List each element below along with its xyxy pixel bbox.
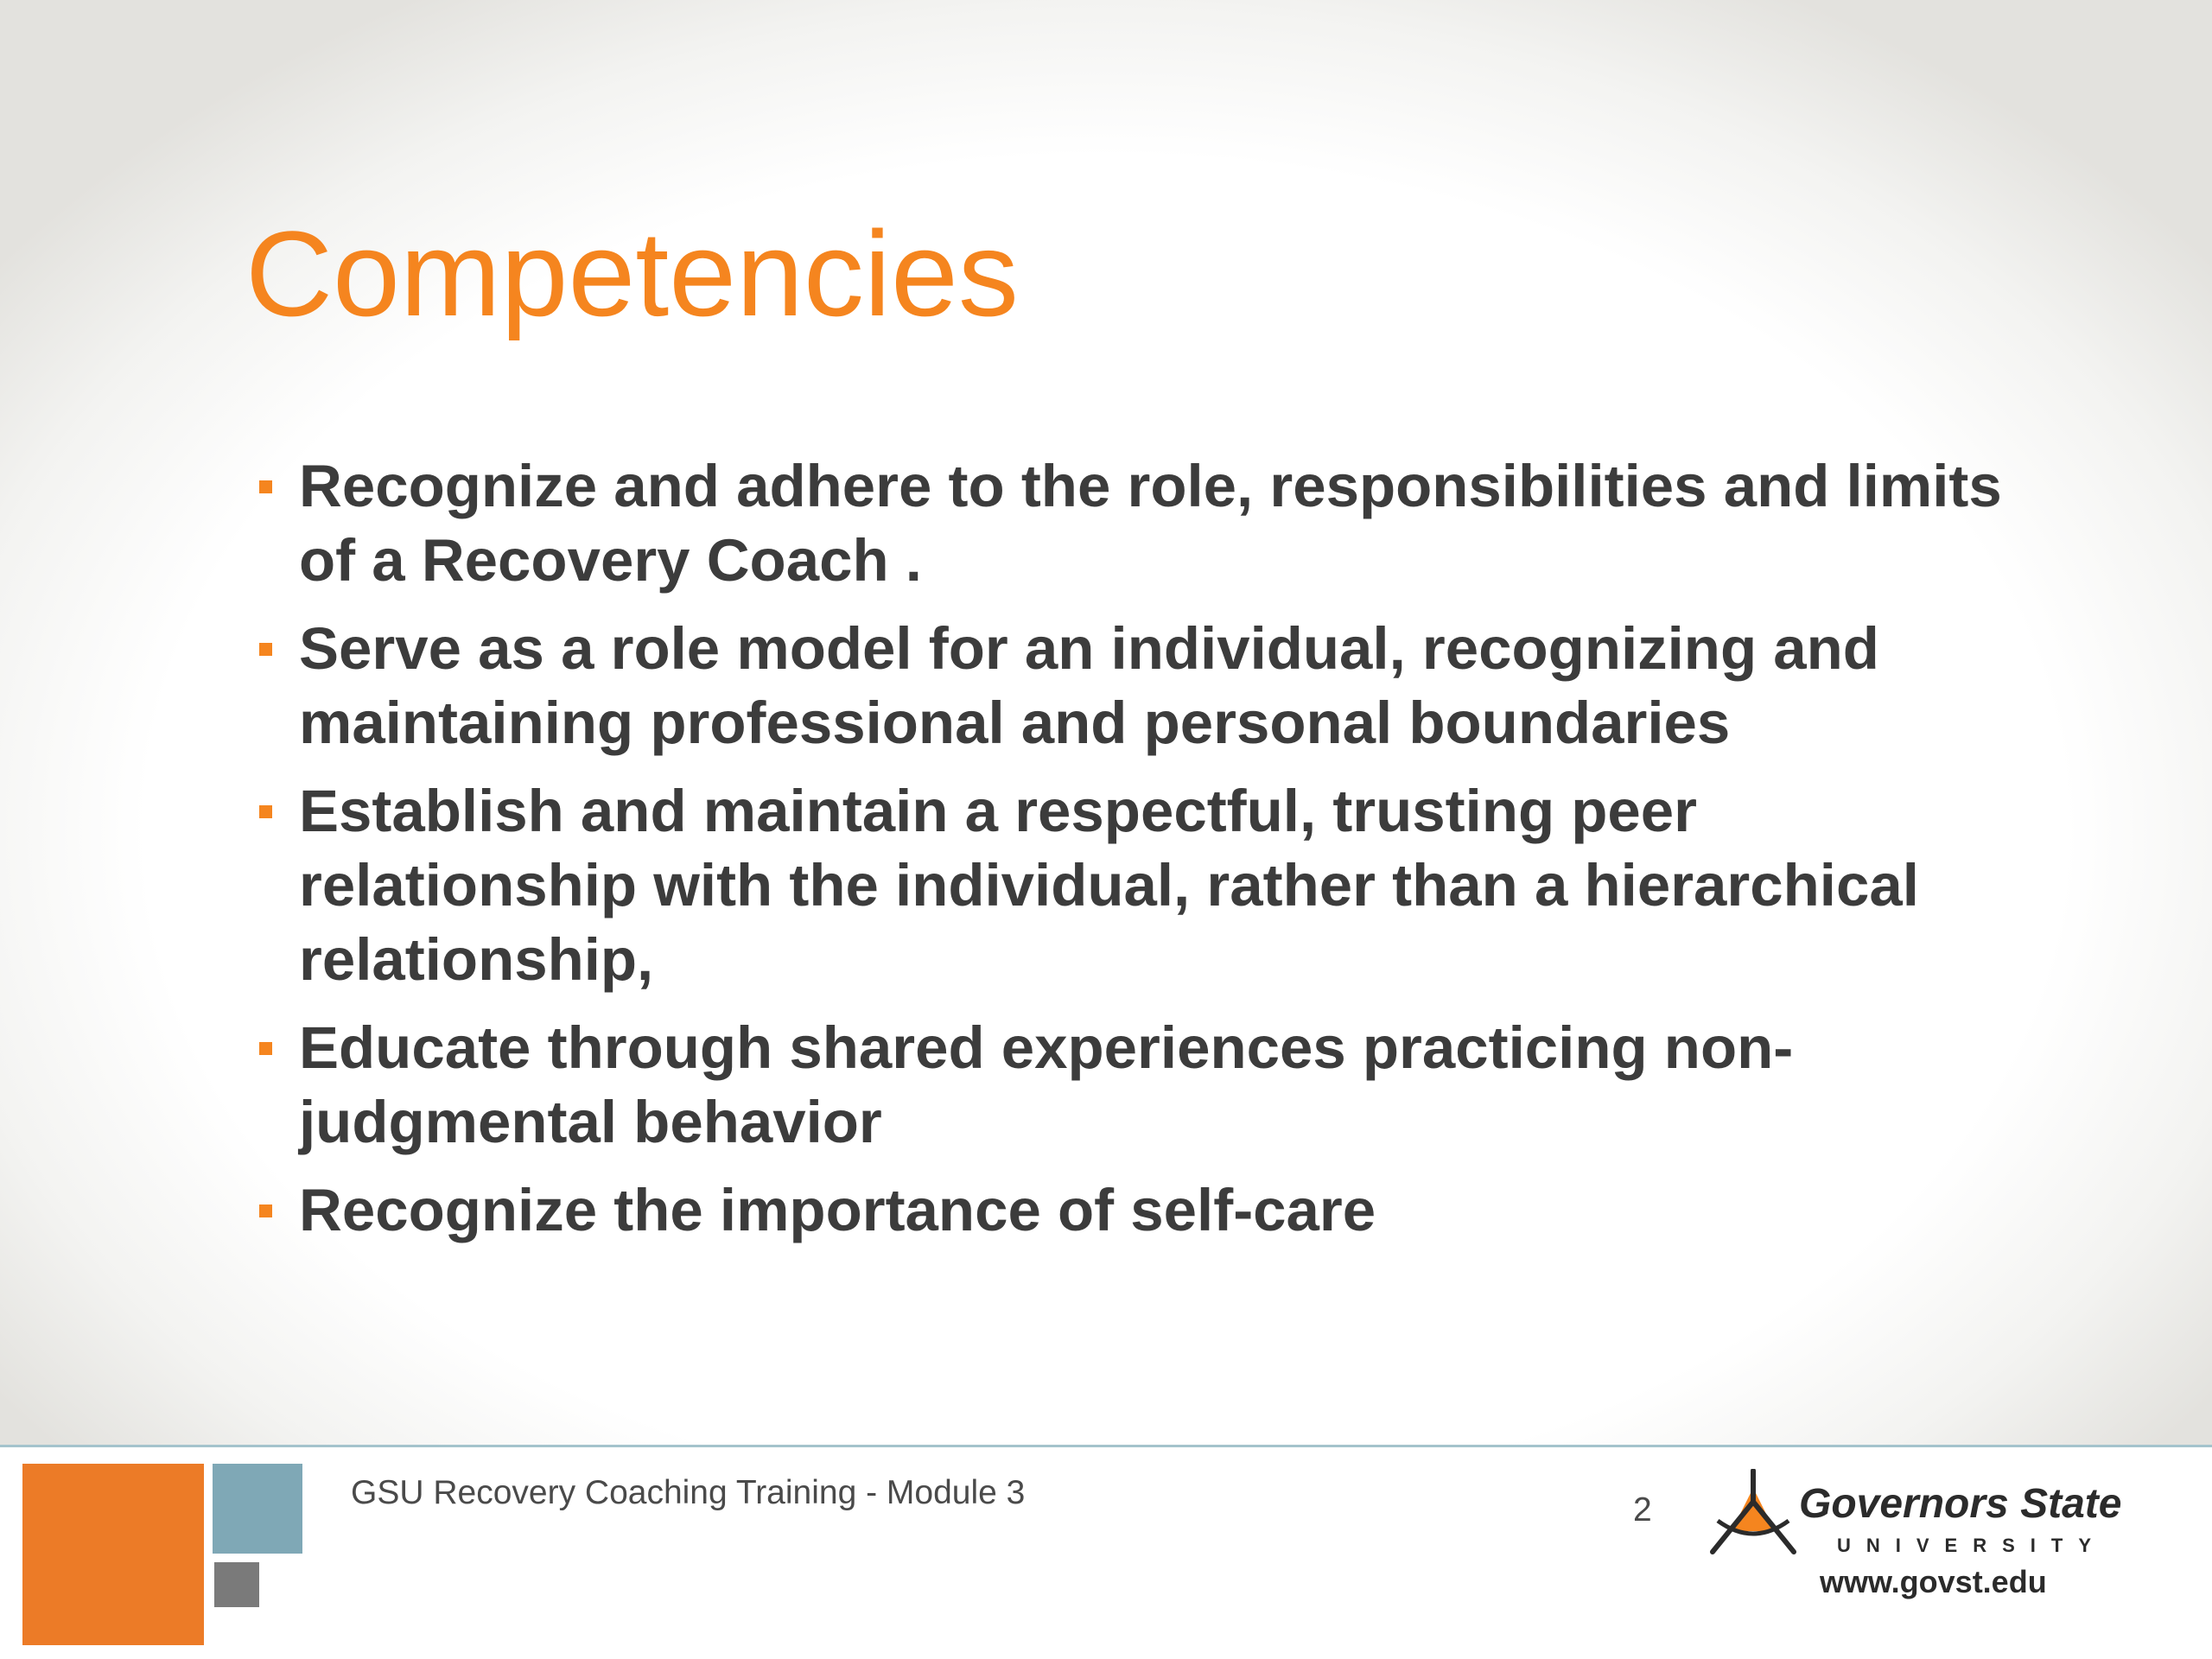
bullet-text: Serve as a role model for an individual, recognizing and maintaining professional and personal boundaries	[299, 615, 1879, 756]
decorative-orange-square	[22, 1464, 204, 1645]
bullet-text: Educate through shared experiences practicing non-judgmental behavior	[299, 1014, 1794, 1155]
bullet-square-icon	[259, 1042, 272, 1055]
bullet-item	[256, 449, 2018, 598]
logo-name: Governors State	[1799, 1481, 2122, 1527]
tripod-logo-icon	[1706, 1469, 1801, 1564]
bullet-list	[256, 449, 2018, 1262]
bullet-text: Establish and maintain a respectful, trusting peer relationship with the individual, rather than a hierarchical relationship,	[299, 778, 1919, 993]
bullet-text: Recognize the importance of self-care	[299, 1177, 1376, 1243]
logo-subtitle: UNIVERSITY	[1837, 1535, 2107, 1556]
bullet-item	[256, 612, 2018, 760]
slide-title: Competencies	[245, 206, 1019, 341]
logo-url: www.govst.edu	[1820, 1564, 2047, 1599]
page-number: 2	[1633, 1491, 1652, 1529]
bullet-square-icon	[259, 643, 272, 656]
bullet-item	[256, 1173, 2018, 1248]
footer-divider	[0, 1445, 2212, 1447]
university-logo	[1706, 1469, 2138, 1607]
bullet-item	[256, 774, 2018, 997]
decorative-gray-square	[214, 1562, 259, 1607]
bullet-text: Recognize and adhere to the role, responsibilities and limits of a Recovery Coach .	[299, 453, 2002, 594]
bullet-square-icon	[259, 805, 272, 818]
bullet-square-icon	[259, 1205, 272, 1217]
bullet-square-icon	[259, 480, 272, 493]
decorative-blue-square	[213, 1464, 302, 1554]
footer-caption: GSU Recovery Coaching Training - Module 3	[351, 1474, 1026, 1511]
bullet-item	[256, 1011, 2018, 1160]
